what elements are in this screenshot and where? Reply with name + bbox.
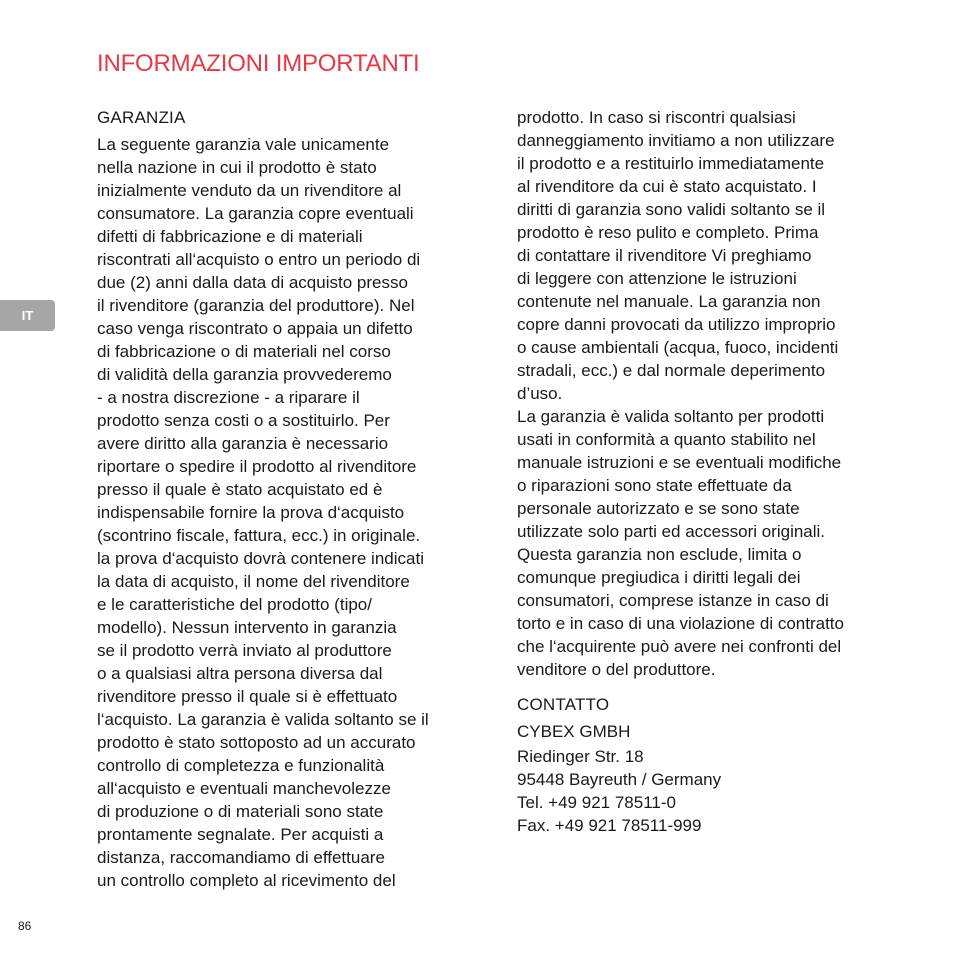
text-line: se il prodotto verrà inviato al produttore	[97, 641, 392, 660]
text-line: all‘acquisto e eventuali manchevolezze	[97, 779, 391, 798]
text-line: utilizzate solo parti ed accessori originali.	[517, 522, 826, 541]
text-line: Questa garanzia non esclude, limita o	[517, 545, 802, 564]
page-title: INFORMAZIONI IMPORTANTI	[97, 50, 420, 77]
text-line: contenute nel manuale. La garanzia non	[517, 292, 821, 311]
text-line: manuale istruzioni e se eventuali modifiche	[517, 453, 842, 472]
text-line: consumatori, comprese istanze in caso di	[517, 591, 829, 610]
text-line: venditore o del produttore.	[517, 660, 716, 679]
text-line: usati in conformità a quanto stabilito nel	[517, 430, 816, 449]
section-gap	[517, 681, 912, 693]
warranty-right-column	[517, 106, 912, 837]
text-line: prodotto senza costi o a sostituirlo. Per	[97, 411, 390, 430]
text-line: difetti di fabbricazione e di materiali	[97, 227, 363, 246]
warranty-left-column	[97, 106, 487, 892]
text-line: la prova d‘acquisto dovrà contenere indicati	[97, 549, 424, 568]
text-line: l‘acquisto. La garanzia è valida soltanto se il	[97, 710, 429, 729]
text-line: due (2) anni dalla data di acquisto presso	[97, 273, 408, 292]
text-line: personale autorizzato e se sono state	[517, 499, 800, 518]
contact-phone: Tel. +49 921 78511-0	[517, 793, 676, 812]
text-line: presso il quale è stato acquistato ed è	[97, 480, 383, 499]
text-line: diritti di garanzia sono validi soltanto se il	[517, 200, 826, 219]
text-line: d’uso.	[517, 384, 563, 403]
text-line: prodotto è stato sottoposto ad un accurato	[97, 733, 416, 752]
contact-street: Riedinger Str. 18	[517, 747, 644, 766]
text-line: di fabbricazione o di materiali nel corso	[97, 342, 391, 361]
text-line: La seguente garanzia vale unicamente	[97, 135, 390, 154]
text-line: distanza, raccomandiamo di effettuare	[97, 848, 385, 867]
text-line: prodotto è reso pulito e completo. Prima	[517, 223, 819, 242]
text-line: nella nazione in cui il prodotto è stato	[97, 158, 377, 177]
text-line: al rivenditore da cui è stato acquistato. I	[517, 177, 817, 196]
text-line: o riparazioni sono state effettuate da	[517, 476, 792, 495]
contact-fax: Fax. +49 921 78511-999	[517, 816, 702, 835]
text-line: riportare o spedire il prodotto al rivenditore	[97, 457, 417, 476]
language-tab: IT	[0, 300, 55, 331]
contact-city: 95448 Bayreuth / Germany	[517, 770, 722, 789]
text-line: di contattare il rivenditore Vi preghiamo	[517, 246, 812, 265]
text-line: e le caratteristiche del prodotto (tipo/	[97, 595, 372, 614]
text-line: modello). Nessun intervento in garanzia	[97, 618, 397, 637]
text-line: - a nostra discrezione - a riparare il	[97, 388, 360, 407]
text-line: riscontrati all‘acquisto o entro un periodo di	[97, 250, 421, 269]
text-line: di leggere con attenzione le istruzioni	[517, 269, 797, 288]
text-line: (scontrino fiscale, fattura, ecc.) in originale.	[97, 526, 421, 545]
text-line: avere diritto alla garanzia è necessario	[97, 434, 389, 453]
text-line: di validità della garanzia provvederemo	[97, 365, 392, 384]
text-line: danneggiamento invitiamo a non utilizzare	[517, 131, 835, 150]
text-line: stradali, ecc.) e dal normale deperimento	[517, 361, 826, 380]
text-line: La garanzia è valida soltanto per prodotti	[517, 407, 825, 426]
contact-company: CYBEX GMBH	[517, 722, 631, 741]
text-line: il rivenditore (garanzia del produttore). Nel	[97, 296, 415, 315]
text-line: che l‘acquirente può avere nei confronti del	[517, 637, 842, 656]
text-line: o cause ambientali (acqua, fuoco, incidenti	[517, 338, 839, 357]
text-line: comunque pregiudica i diritti legali dei	[517, 568, 801, 587]
text-line: di produzione o di materiali sono state	[97, 802, 384, 821]
text-line: la data di acquisto, il nome del rivenditore	[97, 572, 410, 591]
text-line: copre danni provocati da utilizzo improprio	[517, 315, 836, 334]
text-line: consumatore. La garanzia copre eventuali	[97, 204, 414, 223]
text-line: caso venga riscontrato o appaia un difetto	[97, 319, 413, 338]
contact-heading: CONTATTO	[517, 695, 610, 714]
text-line: inizialmente venduto da un rivenditore al	[97, 181, 402, 200]
text-line: il prodotto e a restituirlo immediatamente	[517, 154, 825, 173]
warranty-heading: GARANZIA	[97, 108, 186, 127]
text-line: o a qualsiasi altra persona diversa dal	[97, 664, 383, 683]
text-line: torto e in caso di una violazione di contratto	[517, 614, 844, 633]
text-line: prontamente segnalate. Per acquisti a	[97, 825, 384, 844]
page-number: 86	[18, 919, 32, 933]
text-line: prodotto. In caso si riscontri qualsiasi	[517, 108, 796, 127]
text-line: controllo di completezza e funzionalità	[97, 756, 385, 775]
text-line: indispensabile fornire la prova d‘acquisto	[97, 503, 405, 522]
warranty-text-left	[97, 133, 487, 892]
warranty-text-right	[517, 106, 912, 681]
text-line: rivenditore presso il quale si è effettuato	[97, 687, 398, 706]
text-line: un controllo completo al ricevimento del	[97, 871, 396, 890]
